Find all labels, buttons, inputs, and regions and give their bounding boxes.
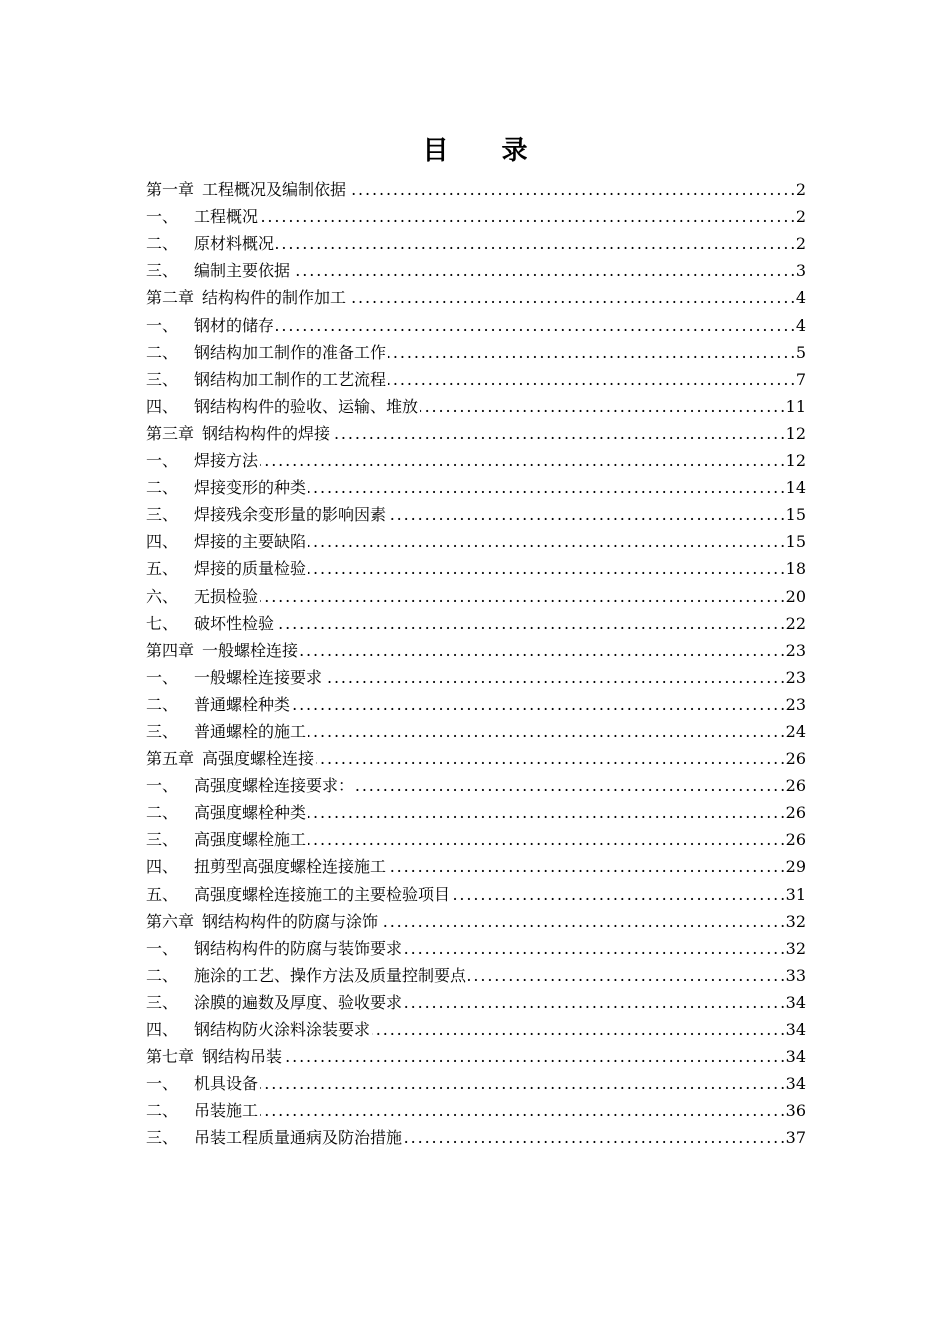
toc-dot-leader	[276, 613, 784, 635]
table-of-contents	[146, 174, 806, 1149]
toc-dot-leader	[308, 477, 784, 499]
toc-entry-number: 第一章	[146, 180, 195, 200]
toc-page-number: 5	[795, 342, 806, 362]
toc-entry-title: 焊接的主要缺陷	[194, 532, 307, 552]
toc-entry-number: 三、	[146, 369, 179, 389]
toc-dot-leader	[260, 450, 784, 472]
toc-page-number: 36	[785, 1101, 806, 1121]
toc-entry-title: 高强度螺栓连接	[202, 749, 315, 769]
toc-page-number: 23	[785, 640, 806, 660]
toc-entry-title: 高强度螺栓施工	[194, 830, 307, 850]
toc-entry-number: 一、	[146, 1074, 179, 1094]
toc-section-entry[interactable]	[146, 445, 806, 472]
toc-page-number: 15	[785, 532, 806, 552]
toc-section-entry[interactable]	[146, 526, 806, 553]
toc-entry-number: 四、	[146, 857, 179, 877]
toc-entry-number: 一、	[146, 207, 179, 227]
toc-page-number: 33	[785, 965, 806, 985]
toc-section-entry[interactable]	[146, 201, 806, 228]
toc-entry-number: 二、	[146, 965, 179, 985]
toc-section-entry[interactable]	[146, 770, 806, 797]
toc-section-entry[interactable]	[146, 1014, 806, 1041]
toc-page-number: 4	[795, 288, 806, 308]
toc-section-entry[interactable]	[146, 716, 806, 743]
toc-section-entry[interactable]	[146, 364, 806, 391]
toc-dot-leader	[308, 558, 784, 580]
toc-section-entry[interactable]	[146, 851, 806, 878]
toc-entry-number: 二、	[146, 234, 179, 254]
toc-page-number: 22	[785, 613, 806, 633]
toc-section-entry[interactable]	[146, 472, 806, 499]
toc-dot-leader	[356, 775, 784, 797]
toc-section-entry[interactable]	[146, 662, 806, 689]
toc-page-number: 12	[785, 423, 806, 443]
toc-section-entry[interactable]	[146, 580, 806, 607]
toc-section-entry[interactable]	[146, 337, 806, 364]
toc-page-number: 11	[785, 396, 806, 416]
toc-entry-title: 钢结构构件的防腐与涂饰	[202, 911, 379, 931]
toc-dot-leader	[300, 640, 784, 662]
toc-entry-title: 高强度螺栓连接要求：	[194, 776, 355, 796]
toc-page-number: 26	[785, 749, 806, 769]
toc-entry-title: 涂膜的遍数及厚度、验收要求	[194, 992, 403, 1012]
toc-dot-leader	[380, 911, 784, 933]
toc-entry-title: 普通螺栓的施工	[194, 721, 307, 741]
toc-entry-number: 三、	[146, 830, 179, 850]
toc-entry-title: 焊接变形的种类	[194, 478, 307, 498]
toc-entry-title: 施涂的工艺、操作方法及质量控制要点	[194, 965, 467, 985]
toc-entry-number: 四、	[146, 396, 179, 416]
toc-entry-number: 二、	[146, 478, 179, 498]
toc-entry-title: 钢结构加工制作的工艺流程	[194, 369, 387, 389]
toc-entry-number: 二、	[146, 803, 179, 823]
toc-dot-leader	[308, 531, 784, 553]
toc-section-entry[interactable]	[146, 1122, 806, 1149]
toc-entry-title: 高强度螺栓连接施工的主要检验项目	[194, 884, 451, 904]
toc-entry-number: 三、	[146, 721, 179, 741]
toc-page-number: 3	[795, 261, 806, 281]
toc-dot-leader	[260, 1100, 784, 1122]
toc-entry-number: 七、	[146, 613, 179, 633]
toc-page-number: 20	[785, 586, 806, 606]
toc-entry-title: 扭剪型高强度螺栓连接施工	[194, 857, 387, 877]
toc-entry-title: 工程概况及编制依据	[202, 180, 347, 200]
toc-entry-title: 编制主要依据	[194, 261, 291, 281]
toc-page-number: 26	[785, 803, 806, 823]
toc-entry-number: 一、	[146, 451, 179, 471]
toc-chapter-entry[interactable]	[146, 1041, 806, 1068]
toc-entry-title: 工程概况	[194, 207, 259, 227]
toc-entry-number: 一、	[146, 315, 179, 335]
toc-entry-number: 二、	[146, 694, 179, 714]
toc-page-number: 26	[785, 830, 806, 850]
toc-dot-leader	[404, 992, 784, 1014]
toc-entry-title: 无损检验	[194, 586, 259, 606]
toc-chapter-entry[interactable]	[146, 906, 806, 933]
toc-entry-title: 焊接方法	[194, 451, 259, 471]
toc-dot-leader	[316, 748, 784, 770]
toc-page-number: 2	[795, 234, 806, 254]
toc-entry-title: 焊接的质量检验	[194, 559, 307, 579]
toc-dot-leader	[420, 396, 784, 418]
toc-dot-leader	[388, 342, 794, 364]
toc-section-entry[interactable]	[146, 1068, 806, 1095]
toc-entry-number: 二、	[146, 342, 179, 362]
toc-dot-leader	[292, 260, 794, 282]
toc-page-number: 31	[785, 884, 806, 904]
toc-entry-number: 第二章	[146, 288, 195, 308]
toc-section-entry[interactable]	[146, 309, 806, 336]
toc-chapter-entry[interactable]	[146, 635, 806, 662]
toc-dot-leader	[308, 829, 784, 851]
toc-dot-leader	[308, 721, 784, 743]
toc-section-entry[interactable]	[146, 797, 806, 824]
toc-entry-number: 第七章	[146, 1047, 195, 1067]
toc-page-number: 34	[785, 1020, 806, 1039]
toc-entry-number: 第六章	[146, 911, 195, 931]
toc-page-number: 2	[795, 207, 806, 227]
toc-entry-number: 五、	[146, 884, 179, 904]
toc-dot-leader	[260, 1073, 784, 1095]
toc-page-number: 34	[785, 992, 806, 1012]
toc-entry-title: 钢材的储存	[194, 315, 275, 335]
toc-entry-title: 高强度螺栓种类	[194, 803, 307, 823]
toc-dot-leader	[388, 369, 794, 391]
toc-page-number: 37	[785, 1128, 806, 1148]
toc-entry-number: 六、	[146, 586, 179, 606]
toc-section-entry[interactable]	[146, 689, 806, 716]
toc-chapter-entry[interactable]	[146, 743, 806, 770]
toc-entry-title: 钢结构构件的焊接	[202, 423, 331, 443]
toc-entry-title: 结构构件的制作加工	[202, 288, 347, 308]
toc-entry-number: 三、	[146, 1128, 179, 1148]
toc-page-number: 18	[785, 559, 806, 579]
toc-entry-number: 第四章	[146, 640, 195, 660]
toc-page-number: 29	[785, 857, 806, 877]
toc-entry-number: 五、	[146, 559, 179, 579]
toc-entry-title: 焊接残余变形量的影响因素	[194, 505, 387, 525]
toc-entry-number: 四、	[146, 532, 179, 552]
toc-dot-leader	[260, 586, 784, 608]
toc-section-entry[interactable]	[146, 499, 806, 526]
toc-dot-leader	[332, 423, 784, 445]
toc-section-entry[interactable]	[146, 255, 806, 282]
toc-dot-leader	[388, 504, 784, 526]
toc-entry-title: 一般螺栓连接要求	[194, 667, 323, 687]
toc-page-number: 24	[785, 721, 806, 741]
toc-entry-title: 钢结构防火涂料涂装要求	[194, 1020, 371, 1039]
toc-dot-leader	[260, 206, 794, 228]
toc-entry-title: 一般螺栓连接	[202, 640, 299, 660]
toc-dot-leader	[372, 1019, 784, 1041]
toc-section-entry[interactable]	[146, 391, 806, 418]
toc-chapter-entry[interactable]	[146, 174, 806, 201]
toc-page-number: 4	[795, 315, 806, 335]
toc-page-number: 26	[785, 776, 806, 796]
toc-entry-number: 一、	[146, 667, 179, 687]
toc-entry-title: 机具设备	[194, 1074, 259, 1094]
toc-entry-title: 吊装施工	[194, 1101, 259, 1121]
toc-section-entry[interactable]	[146, 824, 806, 851]
toc-entry-number: 三、	[146, 992, 179, 1012]
toc-page-number: 32	[785, 911, 806, 931]
toc-entry-number: 第三章	[146, 423, 195, 443]
toc-section-entry[interactable]	[146, 228, 806, 255]
toc-entry-title: 普通螺栓种类	[194, 694, 291, 714]
toc-page-number: 2	[795, 180, 806, 200]
toc-page-number: 23	[785, 694, 806, 714]
toc-page-number: 32	[785, 938, 806, 958]
toc-section-entry[interactable]	[146, 933, 806, 960]
toc-page-number: 12	[785, 451, 806, 471]
toc-entry-number: 三、	[146, 261, 179, 281]
toc-entry-title: 钢结构加工制作的准备工作	[194, 342, 387, 362]
toc-entry-title: 吊装工程质量通病及防治措施	[194, 1128, 403, 1148]
toc-page-number: 34	[785, 1074, 806, 1094]
toc-dot-leader	[452, 884, 784, 906]
toc-entry-title: 钢结构构件的验收、运输、堆放	[194, 396, 419, 416]
toc-page-number: 15	[785, 505, 806, 525]
toc-section-entry[interactable]	[146, 878, 806, 905]
toc-entry-number: 四、	[146, 1020, 179, 1039]
toc-chapter-entry[interactable]	[146, 418, 806, 445]
toc-dot-leader	[348, 287, 794, 309]
toc-dot-leader	[388, 856, 784, 878]
toc-section-entry[interactable]	[146, 960, 806, 987]
toc-dot-leader	[276, 233, 794, 255]
toc-entry-number: 一、	[146, 776, 179, 796]
toc-dot-leader	[284, 1046, 784, 1068]
toc-entry-title: 原材料概况	[194, 234, 275, 254]
toc-dot-leader	[468, 965, 784, 987]
toc-chapter-entry[interactable]	[146, 282, 806, 309]
toc-page-number: 14	[785, 478, 806, 498]
toc-entry-number: 一、	[146, 938, 179, 958]
toc-dot-leader	[308, 802, 784, 824]
toc-page-number: 23	[785, 667, 806, 687]
page-title: 目 录	[422, 136, 550, 166]
toc-entry-number: 二、	[146, 1101, 179, 1121]
toc-dot-leader	[276, 315, 794, 337]
toc-entry-title: 钢结构构件的防腐与装饰要求	[194, 938, 403, 958]
toc-entry-number: 第五章	[146, 749, 195, 769]
toc-entry-number: 三、	[146, 505, 179, 525]
toc-page-number: 34	[785, 1047, 806, 1067]
toc-dot-leader	[404, 1127, 784, 1149]
toc-entry-title: 钢结构吊装	[202, 1047, 283, 1067]
toc-section-entry[interactable]	[146, 553, 806, 580]
toc-section-entry[interactable]	[146, 608, 806, 635]
toc-section-entry[interactable]	[146, 1095, 806, 1122]
toc-dot-leader	[404, 938, 784, 960]
toc-entry-title: 破坏性检验	[194, 613, 275, 633]
toc-dot-leader	[292, 694, 784, 716]
toc-dot-leader	[348, 179, 794, 201]
toc-page-number: 7	[795, 369, 806, 389]
toc-section-entry[interactable]	[146, 987, 806, 1014]
toc-dot-leader	[324, 667, 784, 689]
